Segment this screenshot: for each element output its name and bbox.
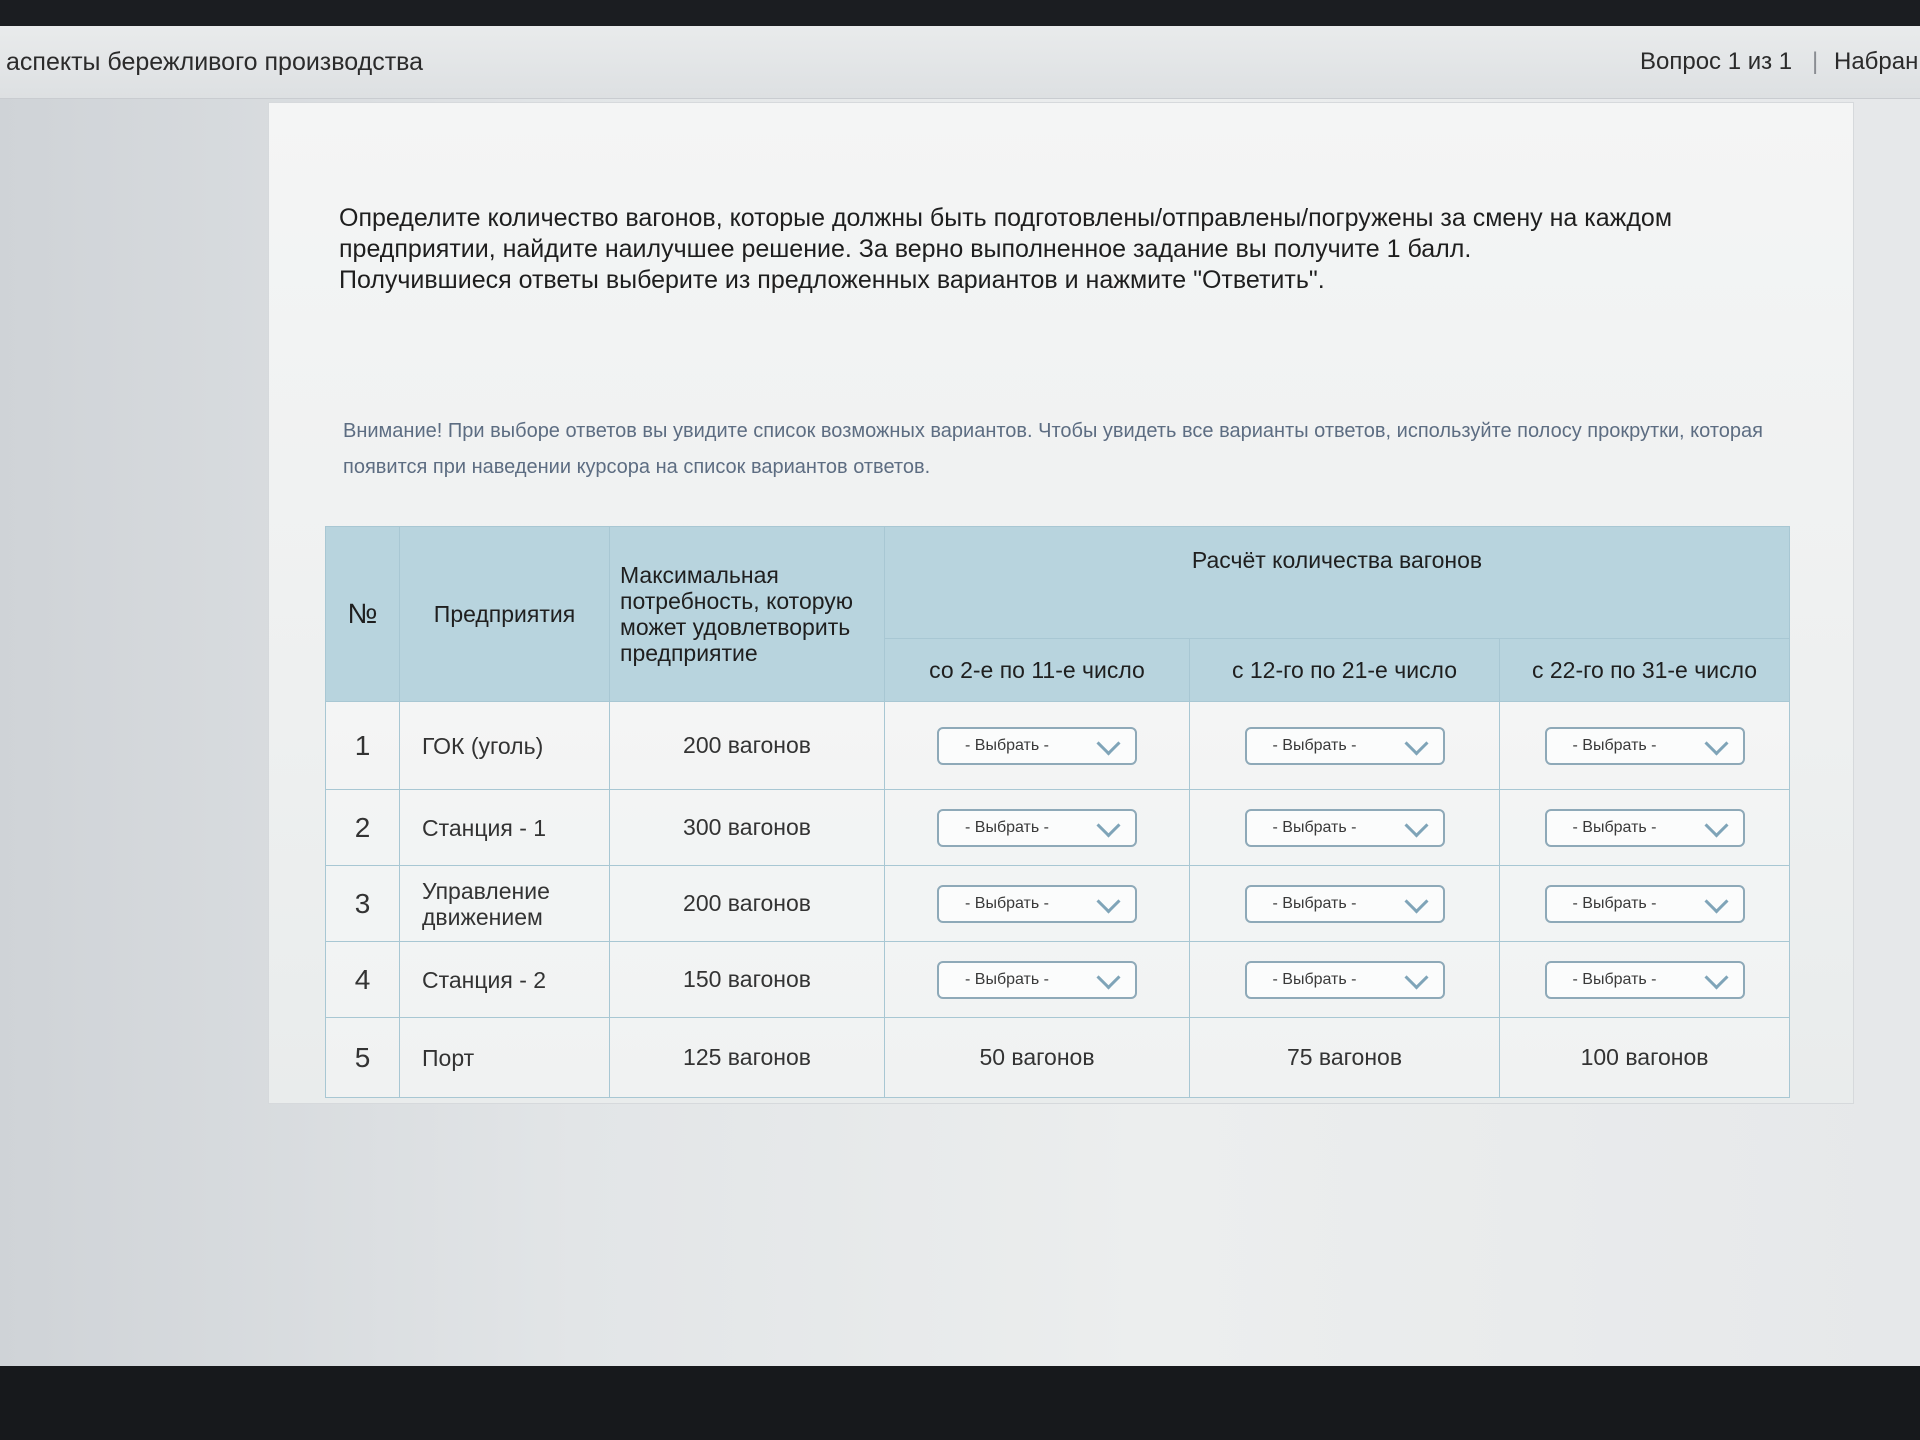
table-row <box>326 866 1790 942</box>
period-2-value: 75 вагонов <box>1190 1018 1500 1098</box>
header-max-need: Максимальная потребность, которую может удовлетворить предприятие <box>610 527 885 702</box>
task-instructions <box>339 203 1779 296</box>
period-2-select[interactable] <box>1245 961 1445 999</box>
chevron-down-icon <box>1096 731 1120 755</box>
header-wagon-calculation: Расчёт количества вагонов <box>885 527 1790 639</box>
question-card <box>268 102 1854 1104</box>
chevron-down-icon <box>1096 813 1120 837</box>
period-3-select[interactable] <box>1545 809 1745 847</box>
period-3-select[interactable] <box>1545 727 1745 765</box>
select-label: - Выбрать - <box>965 736 1049 754</box>
enterprise-name: Станция - 1 <box>400 790 610 866</box>
task-line-1: Определите количество вагонов, которые должны быть подготовлены/отправлены/погружены за смену на каждом <box>339 204 1673 232</box>
select-label: - Выбрать - <box>965 818 1049 836</box>
chevron-down-icon <box>1404 731 1428 755</box>
header-period-1: со 2-е по 11-е число <box>885 639 1190 702</box>
select-label: - Выбрать - <box>1572 970 1657 988</box>
period-2-select[interactable] <box>1245 885 1445 923</box>
period-3-select[interactable] <box>1545 961 1745 999</box>
table-row <box>326 1018 1790 1098</box>
period-3-value: 100 вагонов <box>1500 1018 1790 1098</box>
chevron-down-icon <box>1096 965 1120 989</box>
select-label: - Выбрать - <box>1572 818 1657 836</box>
table-row <box>326 790 1790 866</box>
enterprise-name: ГОК (уголь) <box>400 702 610 790</box>
row-number: 1 <box>326 702 400 790</box>
select-label: - Выбрать - <box>1272 736 1357 754</box>
task-line-3: Получившиеся ответы выберите из предложенных вариантов и нажмите "Ответить". <box>339 266 1325 294</box>
period-2-select[interactable] <box>1245 809 1445 847</box>
question-counter: Вопрос 1 из 1 <box>1640 48 1793 75</box>
answer-table <box>325 526 1790 1098</box>
table-row <box>326 942 1790 1018</box>
table-row <box>326 702 1790 790</box>
chevron-down-icon <box>1704 731 1728 755</box>
select-label: - Выбрать - <box>1572 894 1657 912</box>
row-number: 5 <box>326 1018 400 1098</box>
header-enterprise: Предприятия <box>400 527 610 702</box>
period-1-value: 50 вагонов <box>885 1018 1190 1098</box>
enterprise-name: Управление движением <box>400 866 610 942</box>
chevron-down-icon <box>1404 965 1428 989</box>
attention-notice: Внимание! При выборе ответов вы увидите список возможных вариантов. Чтобы увидеть все варианты ответов, используйте полосу прокрутки, которая появится при наведении курсора на список вариантов ответов. <box>343 420 1763 478</box>
enterprise-name: Станция - 2 <box>400 942 610 1018</box>
chevron-down-icon <box>1096 889 1120 913</box>
select-label: - Выбрать - <box>965 970 1049 988</box>
chevron-down-icon <box>1404 813 1428 837</box>
max-need-value: 200 вагонов <box>610 866 885 942</box>
header-number: № <box>326 527 400 702</box>
max-need-value: 150 вагонов <box>610 942 885 1018</box>
chevron-down-icon <box>1704 965 1728 989</box>
monitor-bezel <box>0 1366 1920 1440</box>
row-number: 2 <box>326 790 400 866</box>
chevron-down-icon <box>1704 813 1728 837</box>
period-1-select[interactable] <box>937 961 1137 999</box>
header-divider: | <box>1812 48 1819 75</box>
task-line-2: предприятии, найдите наилучшее решение. За верно выполненное задание вы получите 1 балл. <box>339 235 1472 263</box>
score-label: Набран <box>1834 48 1919 75</box>
row-number: 4 <box>326 942 400 1018</box>
max-need-value: 200 вагонов <box>610 702 885 790</box>
course-title: аспекты бережливого производства <box>6 48 424 76</box>
period-3-select[interactable] <box>1545 885 1745 923</box>
row-number: 3 <box>326 866 400 942</box>
select-label: - Выбрать - <box>1272 818 1357 836</box>
chevron-down-icon <box>1704 889 1728 913</box>
period-1-select[interactable] <box>937 809 1137 847</box>
select-label: - Выбрать - <box>965 894 1049 912</box>
max-need-value: 125 вагонов <box>610 1018 885 1098</box>
period-1-select[interactable] <box>937 885 1137 923</box>
period-1-select[interactable] <box>937 727 1137 765</box>
max-need-value: 300 вагонов <box>610 790 885 866</box>
select-label: - Выбрать - <box>1572 736 1657 754</box>
top-bar <box>0 26 1920 99</box>
screen <box>0 26 1920 1366</box>
period-2-select[interactable] <box>1245 727 1445 765</box>
chevron-down-icon <box>1404 889 1428 913</box>
header-period-3: с 22-го по 31-е число <box>1500 639 1790 702</box>
enterprise-name: Порт <box>400 1018 610 1098</box>
select-label: - Выбрать - <box>1272 894 1357 912</box>
header-period-2: с 12-го по 21-е число <box>1190 639 1500 702</box>
select-label: - Выбрать - <box>1272 970 1357 988</box>
